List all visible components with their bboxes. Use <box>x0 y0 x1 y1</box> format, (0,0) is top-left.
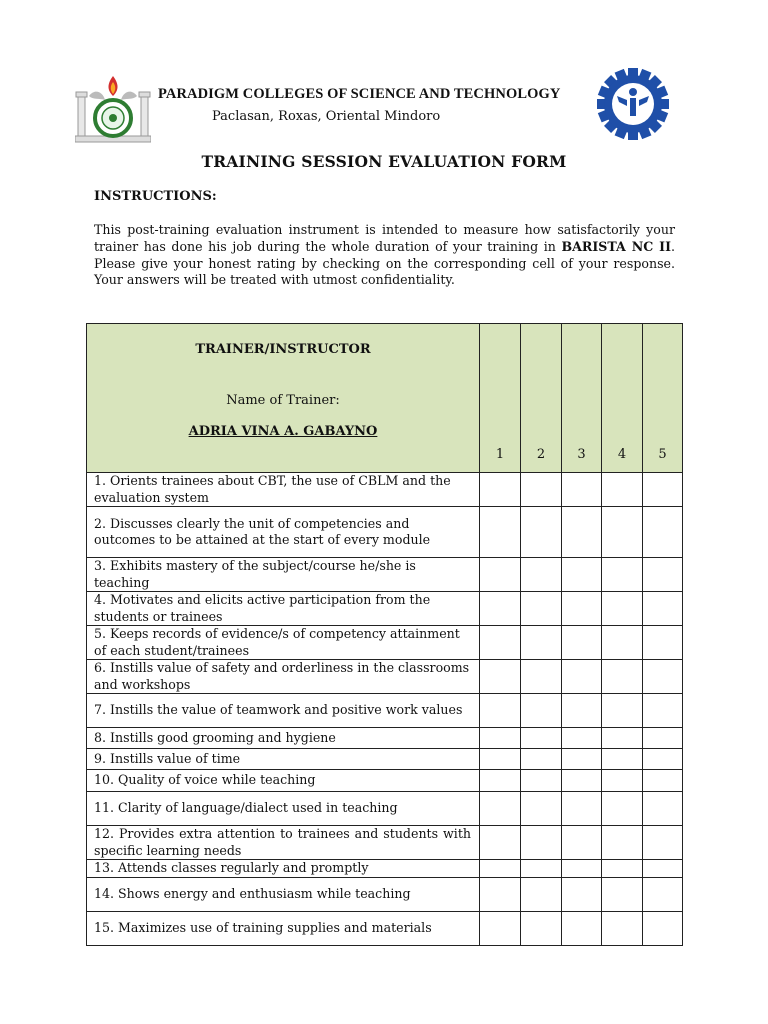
rating-cell-3[interactable] <box>562 878 602 912</box>
rating-cell-2[interactable] <box>521 507 562 558</box>
criterion-text: 14. Shows energy and enthusiasm while teaching <box>87 878 480 912</box>
rating-cell-1[interactable] <box>480 660 521 694</box>
rating-cell-4[interactable] <box>602 749 643 770</box>
instructions-text-after: . Please give your honest rating by checking on the corresponding cell of your response. Your answers will be treated with utmost confidentiality. <box>94 238 675 288</box>
rating-cell-4[interactable] <box>602 473 643 507</box>
criterion-text: 1. Orients trainees about CBT, the use of CBLM and the evaluation system <box>87 473 480 507</box>
table-row <box>87 694 683 728</box>
instructions-text <box>94 222 675 289</box>
rating-cell-1[interactable] <box>480 507 521 558</box>
rating-cell-4[interactable] <box>602 507 643 558</box>
rating-cell-1[interactable] <box>480 912 521 946</box>
document-header <box>0 0 768 150</box>
rating-cell-4[interactable] <box>602 558 643 592</box>
rating-cell-3[interactable] <box>562 860 602 878</box>
rating-cell-1[interactable] <box>480 626 521 660</box>
rating-cell-2[interactable] <box>521 592 562 626</box>
table-row <box>87 826 683 860</box>
table-row <box>87 626 683 660</box>
rating-cell-5[interactable] <box>643 770 683 792</box>
rating-cell-2[interactable] <box>521 860 562 878</box>
criterion-text: 8. Instills good grooming and hygiene <box>87 728 480 749</box>
table-row <box>87 473 683 507</box>
rating-cell-5[interactable] <box>643 473 683 507</box>
rating-cell-1[interactable] <box>480 826 521 860</box>
instructions-text-before: This post-training evaluation instrument is intended to measure how satisfactorily your trainer has done his job during the whole duration of your training in <box>94 222 675 254</box>
trainer-name: ADRIA VINA A. GABAYNO <box>188 424 378 439</box>
criterion-text: 15. Maximizes use of training supplies and materials <box>87 912 480 946</box>
rating-cell-3[interactable] <box>562 728 602 749</box>
rating-cell-2[interactable] <box>521 770 562 792</box>
rating-cell-1[interactable] <box>480 592 521 626</box>
table-header-row <box>87 324 683 473</box>
rating-cell-3[interactable] <box>562 626 602 660</box>
rating-cell-5[interactable] <box>643 749 683 770</box>
table-row <box>87 507 683 558</box>
rating-header-3: 3 <box>562 324 602 473</box>
rating-cell-2[interactable] <box>521 878 562 912</box>
rating-cell-5[interactable] <box>643 728 683 749</box>
criteria-body <box>87 473 683 946</box>
rating-header-5: 5 <box>643 324 683 473</box>
rating-cell-1[interactable] <box>480 792 521 826</box>
table-row <box>87 792 683 826</box>
criterion-text: 12. Provides extra attention to trainees and students with specific learning needs <box>87 826 480 860</box>
table-row <box>87 770 683 792</box>
criterion-text: 13. Attends classes regularly and promptly <box>87 860 480 878</box>
table-row <box>87 749 683 770</box>
rating-cell-4[interactable] <box>602 912 643 946</box>
rating-cell-4[interactable] <box>602 660 643 694</box>
rating-cell-2[interactable] <box>521 749 562 770</box>
rating-cell-1[interactable] <box>480 473 521 507</box>
instructions-heading: INSTRUCTIONS: <box>94 189 217 204</box>
rating-cell-3[interactable] <box>562 507 602 558</box>
rating-cell-4[interactable] <box>602 792 643 826</box>
table-row <box>87 912 683 946</box>
rating-cell-3[interactable] <box>562 473 602 507</box>
rating-cell-3[interactable] <box>562 558 602 592</box>
rating-cell-4[interactable] <box>602 694 643 728</box>
criterion-text: 2. Discusses clearly the unit of competencies and outcomes to be attained at the start of every module <box>87 507 480 558</box>
rating-cell-1[interactable] <box>480 770 521 792</box>
rating-cell-2[interactable] <box>521 473 562 507</box>
trainer-header-cell <box>87 324 480 473</box>
rating-cell-4[interactable] <box>602 878 643 912</box>
rating-cell-3[interactable] <box>562 592 602 626</box>
rating-cell-5[interactable] <box>643 507 683 558</box>
rating-cell-2[interactable] <box>521 558 562 592</box>
criterion-text: 10. Quality of voice while teaching <box>87 770 480 792</box>
rating-cell-3[interactable] <box>562 694 602 728</box>
rating-cell-4[interactable] <box>602 826 643 860</box>
table-row <box>87 878 683 912</box>
rating-cell-2[interactable] <box>521 660 562 694</box>
rating-cell-2[interactable] <box>521 728 562 749</box>
rating-cell-5[interactable] <box>643 558 683 592</box>
table-row <box>87 592 683 626</box>
rating-cell-3[interactable] <box>562 826 602 860</box>
course-name: BARISTA NC II <box>561 238 671 254</box>
rating-cell-2[interactable] <box>521 826 562 860</box>
table-row <box>87 860 683 878</box>
criterion-text: 3. Exhibits mastery of the subject/course he/she is teaching <box>87 558 480 592</box>
rating-header-1: 1 <box>480 324 521 473</box>
criterion-text: 5. Keeps records of evidence/s of competency attainment of each student/trainees <box>87 626 480 660</box>
criterion-text: 4. Motivates and elicits active participation from the students or trainees <box>87 592 480 626</box>
school-address: Paclasan, Roxas, Oriental Mindoro <box>212 109 441 124</box>
rating-cell-5[interactable] <box>643 860 683 878</box>
rating-cell-5[interactable] <box>643 592 683 626</box>
evaluation-table <box>86 323 683 946</box>
rating-cell-1[interactable] <box>480 749 521 770</box>
rating-cell-4[interactable] <box>602 860 643 878</box>
criterion-text: 6. Instills value of safety and orderliness in the classrooms and workshops <box>87 660 480 694</box>
rating-header-2: 2 <box>521 324 562 473</box>
rating-header-4: 4 <box>602 324 643 473</box>
table-row <box>87 558 683 592</box>
form-title: TRAINING SESSION EVALUATION FORM <box>201 152 567 171</box>
criterion-text: 11. Clarity of language/dialect used in teaching <box>87 792 480 826</box>
rating-cell-1[interactable] <box>480 558 521 592</box>
rating-cell-2[interactable] <box>521 694 562 728</box>
table-row <box>87 728 683 749</box>
rating-cell-1[interactable] <box>480 728 521 749</box>
criterion-text: 9. Instills value of time <box>87 749 480 770</box>
table-row <box>87 660 683 694</box>
rating-cell-2[interactable] <box>521 792 562 826</box>
rating-cell-5[interactable] <box>643 626 683 660</box>
tesda-gear-logo-icon <box>597 68 669 140</box>
rating-cell-4[interactable] <box>602 592 643 626</box>
rating-cell-5[interactable] <box>643 912 683 946</box>
rating-cell-4[interactable] <box>602 770 643 792</box>
school-name: PARADIGM COLLEGES OF SCIENCE AND TECHNOLOGY <box>158 86 561 102</box>
rating-cell-5[interactable] <box>643 826 683 860</box>
rating-cell-1[interactable] <box>480 878 521 912</box>
rating-cell-2[interactable] <box>521 626 562 660</box>
rating-cell-4[interactable] <box>602 626 643 660</box>
rating-cell-3[interactable] <box>562 660 602 694</box>
rating-cell-5[interactable] <box>643 660 683 694</box>
trainer-name-label: Name of Trainer: <box>226 393 340 408</box>
rating-cell-3[interactable] <box>562 912 602 946</box>
rating-cell-1[interactable] <box>480 860 521 878</box>
rating-cell-2[interactable] <box>521 912 562 946</box>
rating-cell-4[interactable] <box>602 728 643 749</box>
rating-cell-3[interactable] <box>562 770 602 792</box>
criterion-text: 7. Instills the value of teamwork and positive work values <box>87 694 480 728</box>
school-seal-icon <box>75 74 151 146</box>
rating-cell-1[interactable] <box>480 694 521 728</box>
trainer-instructor-label: TRAINER/INSTRUCTOR <box>195 342 371 357</box>
rating-cell-5[interactable] <box>643 792 683 826</box>
rating-cell-3[interactable] <box>562 792 602 826</box>
rating-cell-3[interactable] <box>562 749 602 770</box>
rating-cell-5[interactable] <box>643 694 683 728</box>
rating-cell-5[interactable] <box>643 878 683 912</box>
